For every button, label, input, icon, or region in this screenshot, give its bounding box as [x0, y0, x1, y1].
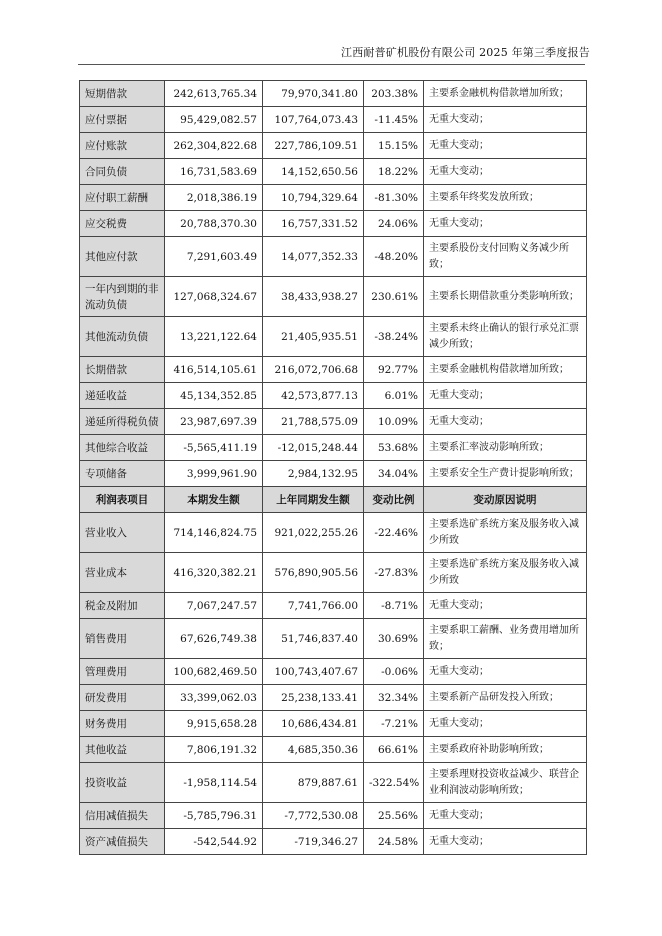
- previous-value: 4,685,350.36: [263, 737, 364, 763]
- previous-value: 576,890,905.56: [263, 553, 364, 593]
- change-ratio: 18.22%: [364, 159, 424, 185]
- previous-value: 921,022,255.26: [263, 513, 364, 553]
- item-label: 应交税费: [80, 211, 165, 237]
- previous-value: -7,772,530.08: [263, 803, 364, 829]
- table-row: [80, 81, 587, 107]
- table-row: [80, 237, 587, 277]
- current-value: 23,987,697.39: [165, 409, 263, 435]
- column-header-change: 变动比例: [364, 487, 424, 513]
- item-label: 管理费用: [80, 659, 165, 685]
- current-value: 20,788,370.30: [165, 211, 263, 237]
- item-label: 应付账款: [80, 133, 165, 159]
- change-ratio: 24.06%: [364, 211, 424, 237]
- change-ratio: 203.38%: [364, 81, 424, 107]
- current-value: 13,221,122.64: [165, 317, 263, 357]
- table-row: [80, 185, 587, 211]
- change-ratio: 92.77%: [364, 357, 424, 383]
- change-reason: 主要系汇率波动影响所致；: [424, 435, 587, 461]
- item-label: 长期借款: [80, 357, 165, 383]
- previous-value: 25,238,133.41: [263, 685, 364, 711]
- current-value: 67,626,749.38: [165, 619, 263, 659]
- item-label: 递延收益: [80, 383, 165, 409]
- previous-value: -12,015,248.44: [263, 435, 364, 461]
- current-value: 262,304,822.68: [165, 133, 263, 159]
- current-value: 416,514,105.61: [165, 357, 263, 383]
- change-ratio: 230.61%: [364, 277, 424, 317]
- change-ratio: -8.71%: [364, 593, 424, 619]
- change-ratio: 30.69%: [364, 619, 424, 659]
- table-row: [80, 435, 587, 461]
- current-value: 7,806,191.32: [165, 737, 263, 763]
- change-ratio: 32.34%: [364, 685, 424, 711]
- previous-value: 14,152,650.56: [263, 159, 364, 185]
- change-reason: 无重大变动；: [424, 711, 587, 737]
- item-label: 财务费用: [80, 711, 165, 737]
- current-value: 16,731,583.69: [165, 159, 263, 185]
- change-ratio: -0.06%: [364, 659, 424, 685]
- current-value: 7,067,247.57: [165, 593, 263, 619]
- item-label: 其他应付款: [80, 237, 165, 277]
- change-reason: 无重大变动；: [424, 829, 587, 855]
- previous-value: -719,346.27: [263, 829, 364, 855]
- table-row: [80, 357, 587, 383]
- previous-value: 216,072,706.68: [263, 357, 364, 383]
- current-value: 33,399,062.03: [165, 685, 263, 711]
- change-reason: 无重大变动；: [424, 659, 587, 685]
- previous-value: 2,984,132.95: [263, 461, 364, 487]
- change-reason: 主要系金融机构借款增加所致；: [424, 357, 587, 383]
- change-reason: 无重大变动；: [424, 593, 587, 619]
- previous-value: 38,433,938.27: [263, 277, 364, 317]
- previous-value: 51,746,837.40: [263, 619, 364, 659]
- change-reason: 无重大变动；: [424, 211, 587, 237]
- current-value: -5,785,796.31: [165, 803, 263, 829]
- change-reason: 无重大变动；: [424, 803, 587, 829]
- previous-value: 7,741,766.00: [263, 593, 364, 619]
- change-reason: 主要系政府补助影响所致；: [424, 737, 587, 763]
- item-label: 营业成本: [80, 553, 165, 593]
- change-reason: 主要系选矿系统方案及服务收入减少所致: [424, 553, 587, 593]
- column-header-reason: 变动原因说明: [424, 487, 587, 513]
- table-row: [80, 553, 587, 593]
- item-label: 一年内到期的非流动负债: [80, 277, 165, 317]
- item-label: 合同负债: [80, 159, 165, 185]
- previous-value: 16,757,331.52: [263, 211, 364, 237]
- change-reason: 无重大变动；: [424, 159, 587, 185]
- current-value: 7,291,603.49: [165, 237, 263, 277]
- table-row: [80, 711, 587, 737]
- current-value: 416,320,382.21: [165, 553, 263, 593]
- current-value: 2,018,386.19: [165, 185, 263, 211]
- change-ratio: -38.24%: [364, 317, 424, 357]
- table-row: [80, 803, 587, 829]
- current-value: 95,429,082.57: [165, 107, 263, 133]
- income-header-row: [80, 487, 587, 513]
- previous-value: 21,788,575.09: [263, 409, 364, 435]
- change-ratio: 53.68%: [364, 435, 424, 461]
- change-reason: 主要系股份支付回购义务减少所致；: [424, 237, 587, 277]
- table-row: [80, 829, 587, 855]
- table-row: [80, 763, 587, 803]
- change-ratio: 25.56%: [364, 803, 424, 829]
- previous-value: 21,405,935.51: [263, 317, 364, 357]
- change-ratio: 15.15%: [364, 133, 424, 159]
- table-row: [80, 737, 587, 763]
- current-value: -1,958,114.54: [165, 763, 263, 803]
- current-value: 242,613,765.34: [165, 81, 263, 107]
- table-row: [80, 383, 587, 409]
- item-label: 资产减值损失: [80, 829, 165, 855]
- current-value: 45,134,352.85: [165, 383, 263, 409]
- change-reason: 主要系安全生产费计提影响所致；: [424, 461, 587, 487]
- item-label: 销售费用: [80, 619, 165, 659]
- item-label: 税金及附加: [80, 593, 165, 619]
- previous-value: 10,794,329.64: [263, 185, 364, 211]
- previous-value: 10,686,434.81: [263, 711, 364, 737]
- change-reason: 主要系选矿系统方案及服务收入减少所致: [424, 513, 587, 553]
- change-reason: 主要系理财投资收益减少、联营企业利润波动影响所致；: [424, 763, 587, 803]
- column-header-current: 本期发生额: [165, 487, 263, 513]
- column-header-item: 利润表项目: [80, 487, 165, 513]
- item-label: 应付票据: [80, 107, 165, 133]
- current-value: -542,544.92: [165, 829, 263, 855]
- table-row: [80, 461, 587, 487]
- item-label: 营业收入: [80, 513, 165, 553]
- table-row: [80, 513, 587, 553]
- change-ratio: -11.45%: [364, 107, 424, 133]
- change-reason: 无重大变动；: [424, 107, 587, 133]
- change-reason: 无重大变动；: [424, 383, 587, 409]
- change-ratio: -22.46%: [364, 513, 424, 553]
- change-ratio: -48.20%: [364, 237, 424, 277]
- current-value: 714,146,824.75: [165, 513, 263, 553]
- change-reason: 主要系新产品研发投入所致；: [424, 685, 587, 711]
- table-row: [80, 317, 587, 357]
- change-ratio: 6.01%: [364, 383, 424, 409]
- item-label: 投资收益: [80, 763, 165, 803]
- change-ratio: 24.58%: [364, 829, 424, 855]
- change-reason: 主要系年终奖发放所致；: [424, 185, 587, 211]
- table-row: [80, 685, 587, 711]
- previous-value: 100,743,407.67: [263, 659, 364, 685]
- table-row: [80, 619, 587, 659]
- current-value: 100,682,469.50: [165, 659, 263, 685]
- current-value: 127,068,324.67: [165, 277, 263, 317]
- current-value: 3,999,961.90: [165, 461, 263, 487]
- current-value: -5,565,411.19: [165, 435, 263, 461]
- change-ratio: -7.21%: [364, 711, 424, 737]
- column-header-previous: 上年同期发生额: [263, 487, 364, 513]
- change-ratio: -81.30%: [364, 185, 424, 211]
- change-reason: 主要系金融机构借款增加所致；: [424, 81, 587, 107]
- previous-value: 227,786,109.51: [263, 133, 364, 159]
- previous-value: 879,887.61: [263, 763, 364, 803]
- change-reason: 无重大变动；: [424, 133, 587, 159]
- change-ratio: -322.54%: [364, 763, 424, 803]
- item-label: 其他综合收益: [80, 435, 165, 461]
- table-row: [80, 159, 587, 185]
- table-row: [80, 593, 587, 619]
- item-label: 专项储备: [80, 461, 165, 487]
- previous-value: 14,077,352.33: [263, 237, 364, 277]
- change-reason: 无重大变动；: [424, 409, 587, 435]
- previous-value: 107,764,073.43: [263, 107, 364, 133]
- change-ratio: 10.09%: [364, 409, 424, 435]
- table-row: [80, 409, 587, 435]
- item-label: 信用减值损失: [80, 803, 165, 829]
- item-label: 递延所得税负债: [80, 409, 165, 435]
- item-label: 研发费用: [80, 685, 165, 711]
- item-label: 其他收益: [80, 737, 165, 763]
- table-row: [80, 277, 587, 317]
- change-reason: 主要系职工薪酬、业务费用增加所致；: [424, 619, 587, 659]
- change-ratio: 34.04%: [364, 461, 424, 487]
- item-label: 应付职工薪酬: [80, 185, 165, 211]
- change-reason: 主要系长期借款重分类影响所致；: [424, 277, 587, 317]
- header-divider: [78, 64, 585, 65]
- change-ratio: -27.83%: [364, 553, 424, 593]
- current-value: 9,915,658.28: [165, 711, 263, 737]
- item-label: 短期借款: [80, 81, 165, 107]
- table-row: [80, 107, 587, 133]
- financial-table: [79, 80, 587, 855]
- change-reason: 主要系未终止确认的银行承兑汇票减少所致；: [424, 317, 587, 357]
- table-row: [80, 211, 587, 237]
- table-row: [80, 133, 587, 159]
- report-header: 江西耐普矿机股份有限公司 2025 年第三季度报告: [341, 46, 590, 59]
- table-row: [80, 659, 587, 685]
- item-label: 其他流动负债: [80, 317, 165, 357]
- change-ratio: 66.61%: [364, 737, 424, 763]
- previous-value: 79,970,341.80: [263, 81, 364, 107]
- previous-value: 42,573,877.13: [263, 383, 364, 409]
